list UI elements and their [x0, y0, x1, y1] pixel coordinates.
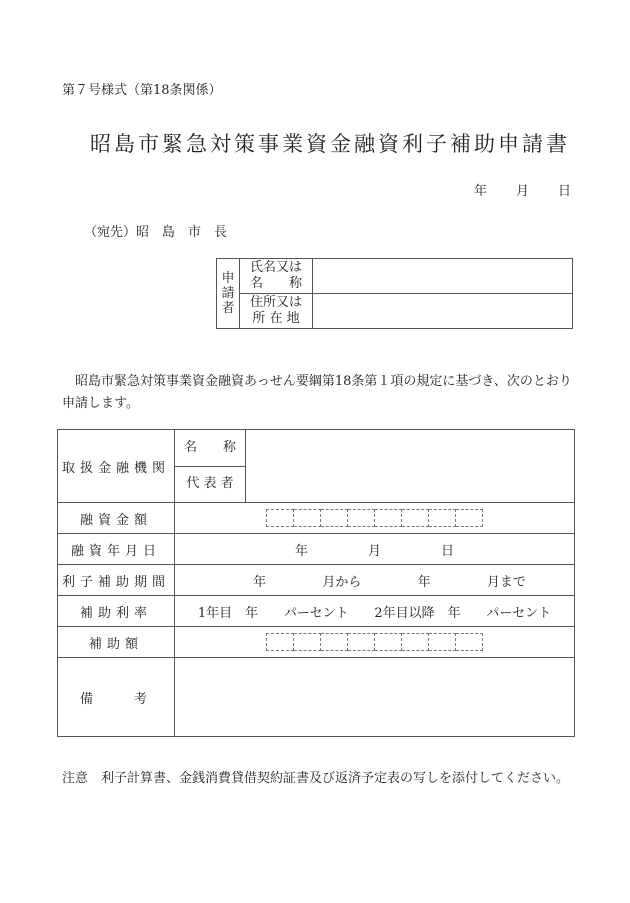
main-table	[57, 429, 575, 737]
label-line: 所 在 地	[252, 311, 300, 326]
digit-box[interactable]	[429, 509, 456, 527]
side-char: 請	[221, 286, 235, 301]
digit-boxes	[175, 633, 574, 651]
digit-box[interactable]	[266, 509, 294, 527]
rate-part: パーセント	[283, 605, 349, 621]
digit-box[interactable]	[402, 509, 429, 527]
subsidy-period-label: 利子補助期間	[58, 565, 175, 596]
applicant-side-label	[217, 259, 240, 329]
remarks-field[interactable]	[175, 658, 575, 737]
institution-label: 取扱金融機関	[58, 430, 175, 503]
remarks-label: 備 考	[58, 658, 175, 737]
institution-field[interactable]	[246, 430, 575, 503]
subsidy-amount-label: 補助額	[58, 627, 175, 658]
addressee: （宛先）昭 島 市 長	[84, 225, 228, 240]
period-part: 年	[417, 574, 431, 590]
label-line: 名 称	[249, 276, 302, 291]
institution-rep-label: 代 表 者	[175, 466, 246, 503]
digit-box[interactable]	[456, 633, 483, 651]
body-text: 昭島市緊急対策事業資金融資あっせん要綱第18条第１項の規定に基づき、次のとおり申請します。	[62, 374, 572, 411]
digit-box[interactable]	[429, 633, 456, 651]
date-month: 月	[516, 184, 530, 199]
digit-box[interactable]	[402, 633, 429, 651]
date-day: 日	[558, 184, 572, 199]
side-char: 申	[221, 271, 235, 286]
digit-box[interactable]	[456, 509, 483, 527]
institution-name-label: 名 称	[175, 430, 246, 467]
date-line	[474, 180, 571, 199]
subsidy-rate-label: 補助利率	[58, 596, 175, 627]
loan-amount-label: 融資金額	[58, 503, 175, 534]
applicant-address-field[interactable]	[313, 294, 573, 329]
rate-part: 1年目 年	[197, 605, 259, 621]
rate-part: 2年目以降 年	[374, 605, 461, 621]
applicant-name-field[interactable]	[313, 259, 573, 294]
digit-box[interactable]	[348, 633, 375, 651]
digit-boxes	[175, 509, 574, 527]
loan-date-label: 融資年月日	[58, 534, 175, 565]
label-line: 氏名又は	[249, 260, 302, 275]
label-line: 住所又は	[249, 295, 302, 310]
digit-box[interactable]	[294, 633, 321, 651]
period-part: 月まで	[486, 574, 526, 590]
digit-box[interactable]	[375, 509, 402, 527]
year-text: 年	[294, 543, 308, 559]
subsidy-period-field[interactable]	[175, 565, 575, 596]
subsidy-rate-field[interactable]	[175, 596, 575, 627]
digit-box[interactable]	[294, 509, 321, 527]
digit-box[interactable]	[375, 633, 402, 651]
digit-box[interactable]	[321, 633, 348, 651]
loan-date-field[interactable]	[175, 534, 575, 565]
day-text: 日	[440, 543, 454, 559]
document-title: 昭島市緊急対策事業資金融資利子補助申請書	[90, 132, 570, 156]
month-text: 月	[367, 543, 381, 559]
rate-part: パーセント	[486, 605, 552, 621]
form-number: 第７号様式（第18条関係）	[62, 83, 222, 98]
side-char: 者	[221, 301, 235, 316]
digit-box[interactable]	[266, 633, 294, 651]
subsidy-amount-field[interactable]	[175, 627, 575, 658]
digit-box[interactable]	[321, 509, 348, 527]
digit-box[interactable]	[348, 509, 375, 527]
note-text: 注意 利子計算書、金銭消費貸借契約証書及び返済予定表の写しを添付してください。	[62, 771, 570, 786]
period-part: 年	[253, 574, 267, 590]
applicant-name-label	[240, 259, 313, 294]
loan-amount-field[interactable]	[175, 503, 575, 534]
applicant-table	[216, 258, 573, 329]
date-year: 年	[474, 184, 488, 199]
applicant-address-label	[240, 294, 313, 329]
period-part: 月から	[322, 574, 362, 590]
